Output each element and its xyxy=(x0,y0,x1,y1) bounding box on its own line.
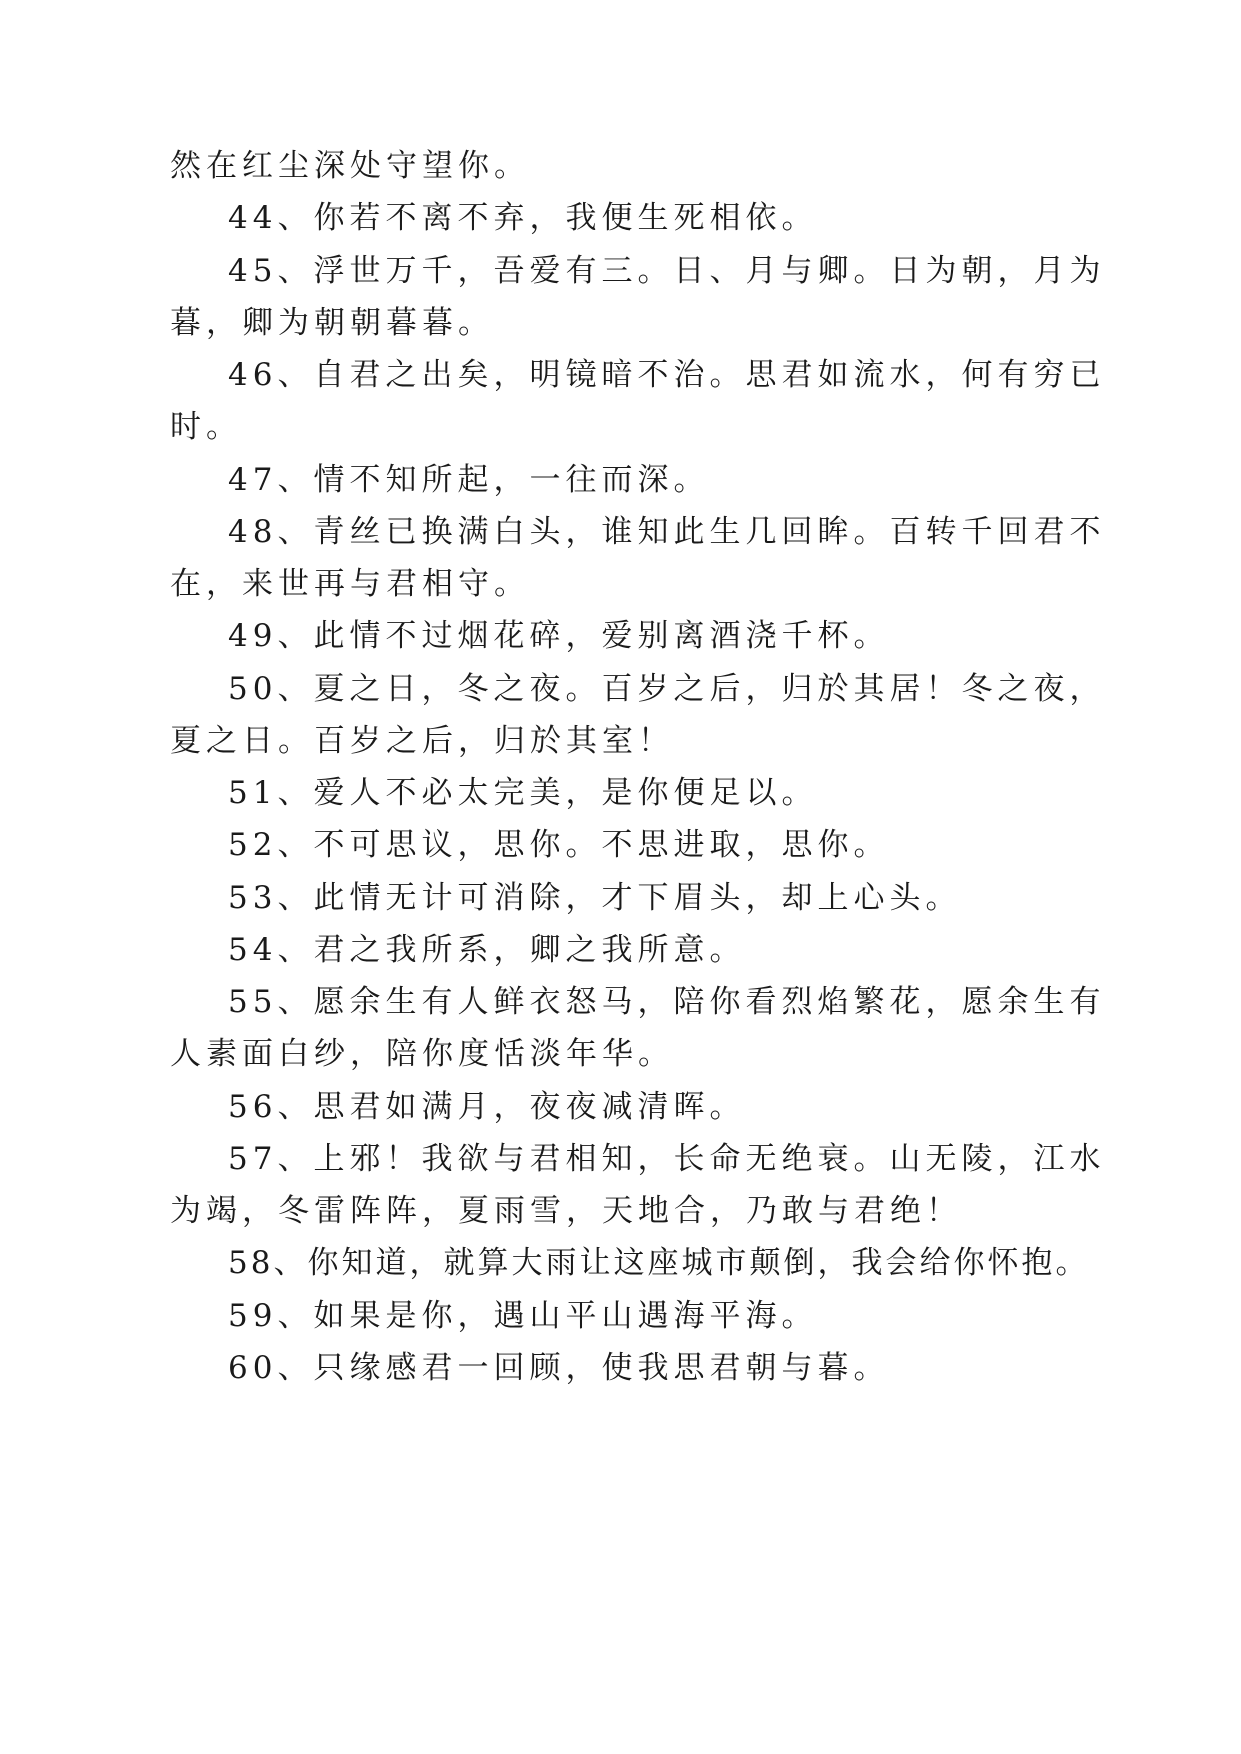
text-line: 然在红尘深处守望你。 xyxy=(170,148,530,184)
text-line: 48、青丝已换满白头，谁知此生几回眸。百转千回君不 xyxy=(228,514,1106,550)
text-line: 55、愿余生有人鲜衣怒马，陪你看烈焰繁花，愿余生有 xyxy=(228,984,1106,1020)
text-line: 44、你若不离不弃，我便生死相依。 xyxy=(228,200,818,236)
text-line: 暮，卿为朝朝暮暮。 xyxy=(170,305,494,341)
text-line: 夏之日。百岁之后，归於其室！ xyxy=(170,723,674,759)
text-line: 51、爱人不必太完美，是你便足以。 xyxy=(228,775,818,811)
text-line: 50、夏之日，冬之夜。百岁之后，归於其居！冬之夜， xyxy=(228,671,1106,707)
text-line: 人素面白纱，陪你度恬淡年华。 xyxy=(170,1036,674,1072)
text-line: 49、此情不过烟花碎，爱别离酒浇千杯。 xyxy=(228,618,890,654)
text-line: 45、浮世万千，吾爱有三。日、月与卿。日为朝，月为 xyxy=(228,253,1106,289)
text-line: 52、不可思议，思你。不思进取，思你。 xyxy=(228,827,890,863)
text-line: 58、你知道，就算大雨让这座城市颠倒，我会给你怀抱。 xyxy=(228,1245,1090,1281)
text-line: 60、只缘感君一回顾，使我思君朝与暮。 xyxy=(228,1350,890,1386)
text-line: 47、情不知所起，一往而深。 xyxy=(228,462,710,498)
text-line: 53、此情无计可消除，才下眉头，却上心头。 xyxy=(228,880,962,916)
text-line: 56、思君如满月，夜夜减清晖。 xyxy=(228,1089,746,1125)
text-line: 在，来世再与君相守。 xyxy=(170,566,530,602)
text-line: 57、上邪！我欲与君相知，长命无绝衰。山无陵，江水 xyxy=(228,1141,1106,1177)
text-line: 为竭，冬雷阵阵，夏雨雪，天地合，乃敢与君绝！ xyxy=(170,1193,962,1229)
text-line: 时。 xyxy=(170,409,242,445)
text-line: 54、君之我所系，卿之我所意。 xyxy=(228,932,746,968)
text-line: 59、如果是你，遇山平山遇海平海。 xyxy=(228,1298,818,1334)
text-line: 46、自君之出矣，明镜暗不治。思君如流水，何有穷已 xyxy=(228,357,1106,393)
